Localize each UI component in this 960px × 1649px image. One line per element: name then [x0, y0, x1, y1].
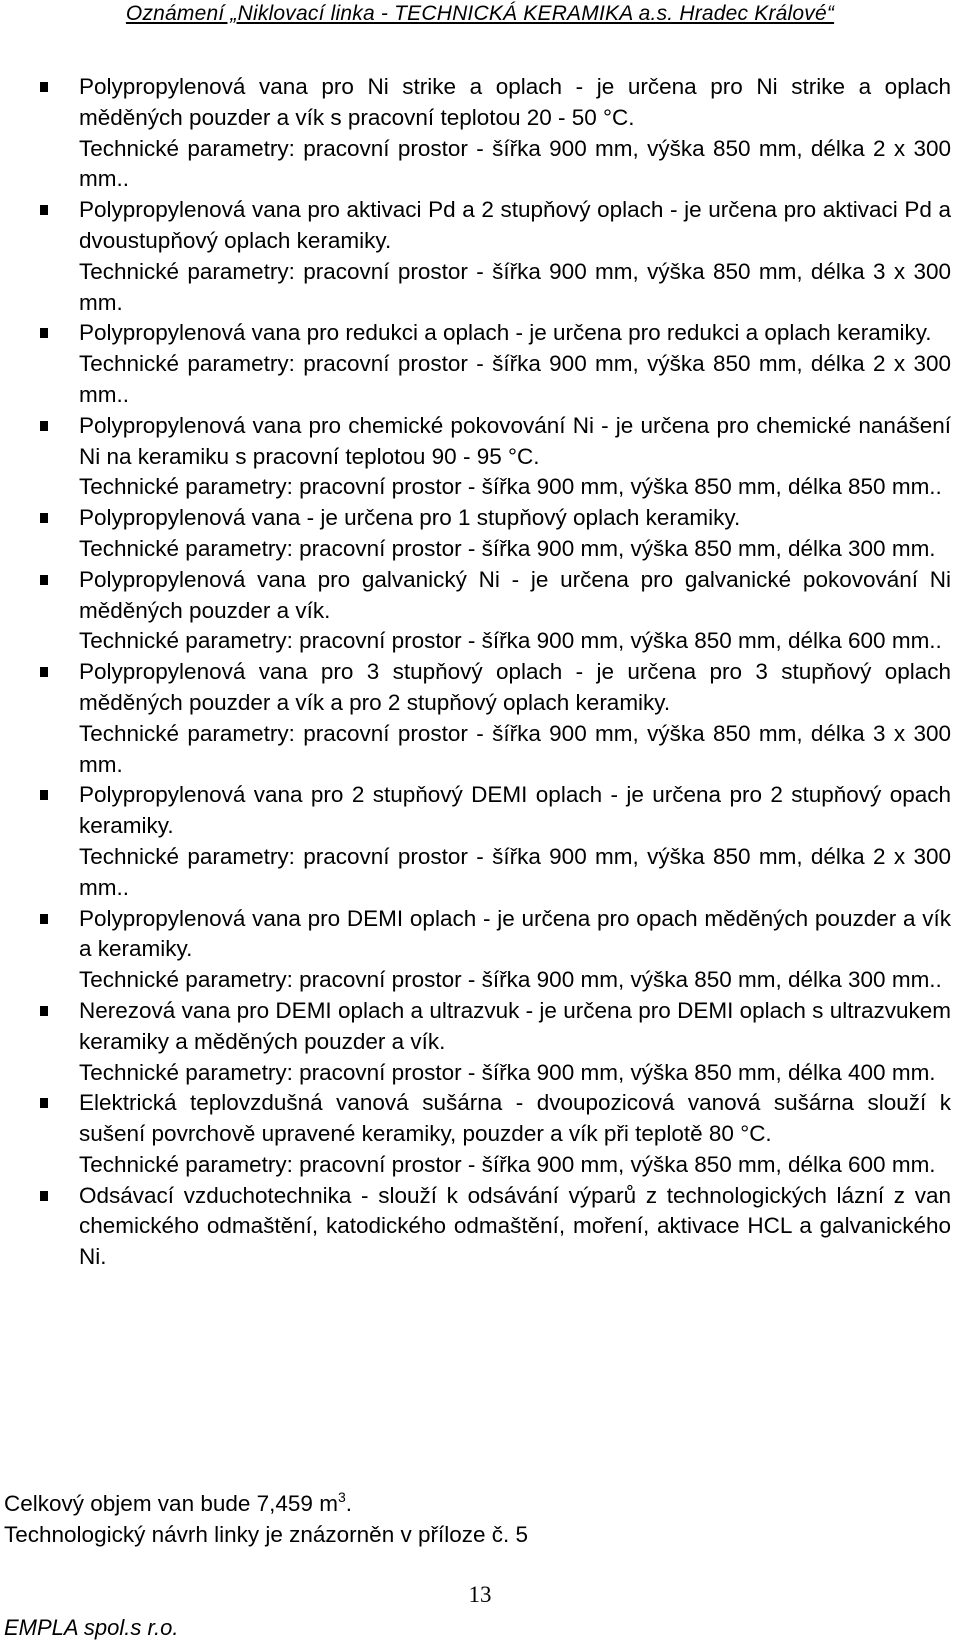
page-number: 13 — [468, 1582, 492, 1607]
total-volume-text: Celkový objem van bude 7,459 m — [4, 1491, 338, 1516]
bullet-icon — [40, 790, 48, 800]
company-footer: EMPLA spol.s r.o. — [4, 1615, 179, 1640]
bullet-icon — [40, 82, 48, 92]
item-description: Polypropylenová vana - je určena pro 1 stupňový oplach keramiky. — [79, 505, 741, 531]
list-item — [0, 411, 960, 503]
item-parameters: Technické parametry: pracovní prostor - šířka 900 mm, výška 850 mm, délka 300 mm. — [79, 535, 936, 561]
list-item — [0, 996, 960, 1088]
item-description: Polypropylenová vana pro DEMI oplach - je určena pro opach měděných pouzder a vík a keramiky. — [79, 905, 951, 962]
list-item — [0, 904, 960, 996]
item-parameters: Technické parametry: pracovní prostor - šířka 900 mm, výška 850 mm, délka 600 mm.. — [79, 628, 942, 654]
bullet-icon — [40, 914, 48, 924]
bullet-icon — [40, 667, 48, 677]
bullet-icon — [40, 513, 48, 523]
list-item — [0, 318, 960, 410]
list-item — [0, 1181, 960, 1273]
bullet-icon — [40, 575, 48, 585]
item-parameters: Technické parametry: pracovní prostor - šířka 900 mm, výška 850 mm, délka 300 mm.. — [79, 967, 942, 993]
design-note: Technologický návrh linky je znázorněn v příloze č. 5 — [4, 1521, 529, 1547]
equipment-list — [0, 72, 960, 1273]
item-parameters: Technické parametry: pracovní prostor - šířka 900 mm, výška 850 mm, délka 2 x 300 mm.. — [79, 351, 951, 407]
volume-exponent: 3 — [337, 1489, 346, 1505]
item-description: Polypropylenová vana pro Ni strike a oplach - je určena pro Ni strike a oplach měděných pouzder a vík s pracovní teplotou 20 - 50 °C. — [79, 74, 951, 130]
item-parameters: Technické parametry: pracovní prostor - šířka 900 mm, výška 850 mm, délka 2 x 300 mm.. — [79, 843, 951, 900]
total-volume-line — [4, 1489, 528, 1520]
list-item — [0, 565, 960, 657]
item-description: Nerezová vana pro DEMI oplach a ultrazvuk - je určena pro DEMI oplach s ultrazvukem keramiky a měděných pouzder a vík. — [79, 997, 951, 1054]
document-header: Oznámení „Niklovací linka - TECHNICKÁ KERAMIKA a.s. Hradec Králové“ — [125, 2, 835, 25]
bullet-icon — [40, 328, 48, 338]
bullet-icon — [40, 205, 48, 215]
item-description: Polypropylenová vana pro aktivaci Pd a 2 stupňový oplach - je určena pro aktivaci Pd a dvoustupňový oplach keramiky. — [79, 197, 951, 253]
list-item — [0, 195, 960, 318]
item-description: Elektrická teplovzdušná vanová sušárna - dvoupozicová vanová sušárna slouží k sušení povrchově upravené keramiky, pouzder a vík při teplotě 80 °C. — [79, 1090, 951, 1147]
item-parameters: Technické parametry: pracovní prostor - šířka 900 mm, výška 850 mm, délka 400 mm. — [79, 1059, 936, 1085]
item-parameters: Technické parametry: pracovní prostor - šířka 900 mm, výška 850 mm, délka 3 x 300 mm. — [79, 720, 951, 777]
bullet-icon — [40, 1191, 48, 1201]
list-item — [0, 1088, 960, 1180]
item-description: Odsávací vzduchotechnika - slouží k odsávání výparů z technologických lázní z van chemického odmaštění, katodického odmaštění, moření, aktivace HCL a galvanického Ni. — [79, 1182, 951, 1270]
list-item — [0, 503, 960, 565]
total-volume-end: . — [345, 1491, 353, 1516]
item-description: Polypropylenová vana pro chemické pokovování Ni - je určena pro chemické nanášení Ni na keramiku s pracovní teplotou 90 - 95 °C. — [79, 412, 951, 469]
bullet-icon — [40, 1006, 48, 1016]
item-parameters: Technické parametry: pracovní prostor - šířka 900 mm, výška 850 mm, délka 600 mm. — [79, 1151, 936, 1177]
list-item — [0, 657, 960, 780]
item-parameters: Technické parametry: pracovní prostor - šířka 900 mm, výška 850 mm, délka 850 mm.. — [79, 474, 942, 500]
item-description: Polypropylenová vana pro 2 stupňový DEMI oplach - je určena pro 2 stupňový opach keramiky. — [79, 782, 951, 839]
list-item — [0, 780, 960, 903]
item-parameters: Technické parametry: pracovní prostor - šířka 900 mm, výška 850 mm, délka 3 x 300 mm. — [79, 258, 951, 315]
summary-section — [4, 1489, 528, 1551]
item-description: Polypropylenová vana pro redukci a oplach - je určena pro redukci a oplach keramiky. — [79, 320, 932, 346]
item-parameters: Technické parametry: pracovní prostor - šířka 900 mm, výška 850 mm, délka 2 x 300 mm.. — [79, 135, 951, 192]
item-description: Polypropylenová vana pro galvanický Ni - je určena pro galvanické pokovování Ni měděných pouzder a vík. — [79, 566, 951, 623]
list-item — [0, 72, 960, 195]
item-description: Polypropylenová vana pro 3 stupňový oplach - je určena pro 3 stupňový oplach měděných pouzder a vík a pro 2 stupňový oplach keramiky. — [79, 659, 951, 715]
bullet-icon — [40, 421, 48, 431]
bullet-icon — [40, 1098, 48, 1108]
